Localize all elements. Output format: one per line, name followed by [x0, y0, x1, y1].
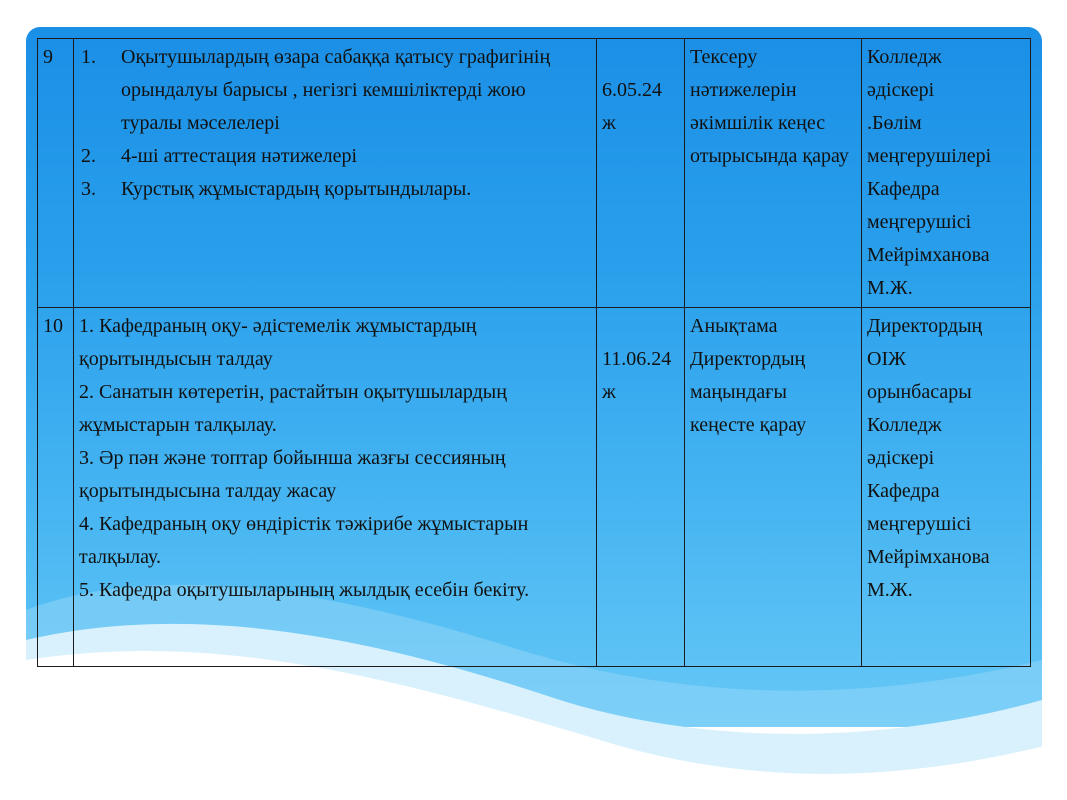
responsible-line: әдіскері	[867, 79, 935, 101]
responsible-line: Директордың	[867, 315, 983, 337]
date-text: 11.06.24 ж	[602, 348, 672, 403]
form-cell: Анықтама Директордың маңындағы кеңесте қарау	[685, 308, 862, 667]
list-item	[79, 140, 591, 173]
item-text: 4-ші аттестация нәтижелері	[121, 145, 358, 167]
item-number: 3.	[81, 178, 96, 200]
responsible-line: меңгерушісі	[867, 513, 972, 535]
responsible-line: Мейрімханова	[867, 546, 990, 568]
responsible-line: Мейрімханова	[867, 244, 990, 266]
responsible-line: орынбасары	[867, 381, 972, 403]
table-row	[38, 308, 1031, 667]
responsible-line: Кафедра	[867, 178, 940, 200]
responsible-line: меңгерушілері	[867, 145, 992, 167]
responsible-line: Кафедра	[867, 480, 940, 502]
list-item: 4. Кафедраның оқу өндірістік тәжірибе жұмыстарын талқылау.	[79, 513, 529, 568]
responsible-line: М.Ж.	[867, 277, 913, 299]
item-number: 1.	[81, 46, 96, 68]
responsible-line: ОІЖ	[867, 348, 907, 370]
list-item	[79, 173, 591, 206]
date-text: 6.05.24 ж	[602, 79, 662, 134]
list-item: 1. Кафедраның оқу- әдістемелік жұмыстардың қорытындысын талдау	[79, 315, 477, 370]
form-cell: Тексеру нәтижелерін әкімшілік кеңес отырысында қарау	[685, 39, 862, 308]
topic-cell	[74, 308, 597, 667]
responsible-line: Колледж	[867, 46, 942, 68]
responsible-line: .Бөлім	[867, 112, 922, 134]
responsible-line: Колледж	[867, 414, 942, 436]
row-number: 10	[38, 308, 74, 667]
responsible-cell	[862, 39, 1031, 308]
responsible-line: әдіскері	[867, 447, 935, 469]
list-item: 2. Санатын көтеретін, растайтын оқытушылардың жұмыстарын талқылау.	[79, 381, 507, 436]
date-cell	[597, 308, 685, 667]
table-row	[38, 39, 1031, 308]
item-number: 2.	[81, 145, 96, 167]
row-number: 9	[38, 39, 74, 308]
list-item: 5. Кафедра оқытушыларының жылдық есебін бекіту.	[79, 579, 530, 601]
item-text: Оқытушылардың өзара сабаққа қатысу графигінің орындалуы барысы , негізгі кемшіліктерді жою туралы мәселелері	[121, 46, 551, 134]
responsible-line: меңгерушісі	[867, 211, 972, 233]
list-item	[79, 41, 591, 140]
item-text: Курстық жұмыстардың қорытындылары.	[121, 178, 472, 200]
topic-list	[79, 41, 591, 206]
responsible-line: М.Ж.	[867, 579, 913, 601]
topic-cell	[74, 39, 597, 308]
plan-table	[37, 38, 1031, 667]
date-cell	[597, 39, 685, 308]
responsible-cell	[862, 308, 1031, 667]
list-item: 3. Әр пән және топтар бойынша жазғы сессияның қорытындысына талдау жасау	[79, 447, 506, 502]
